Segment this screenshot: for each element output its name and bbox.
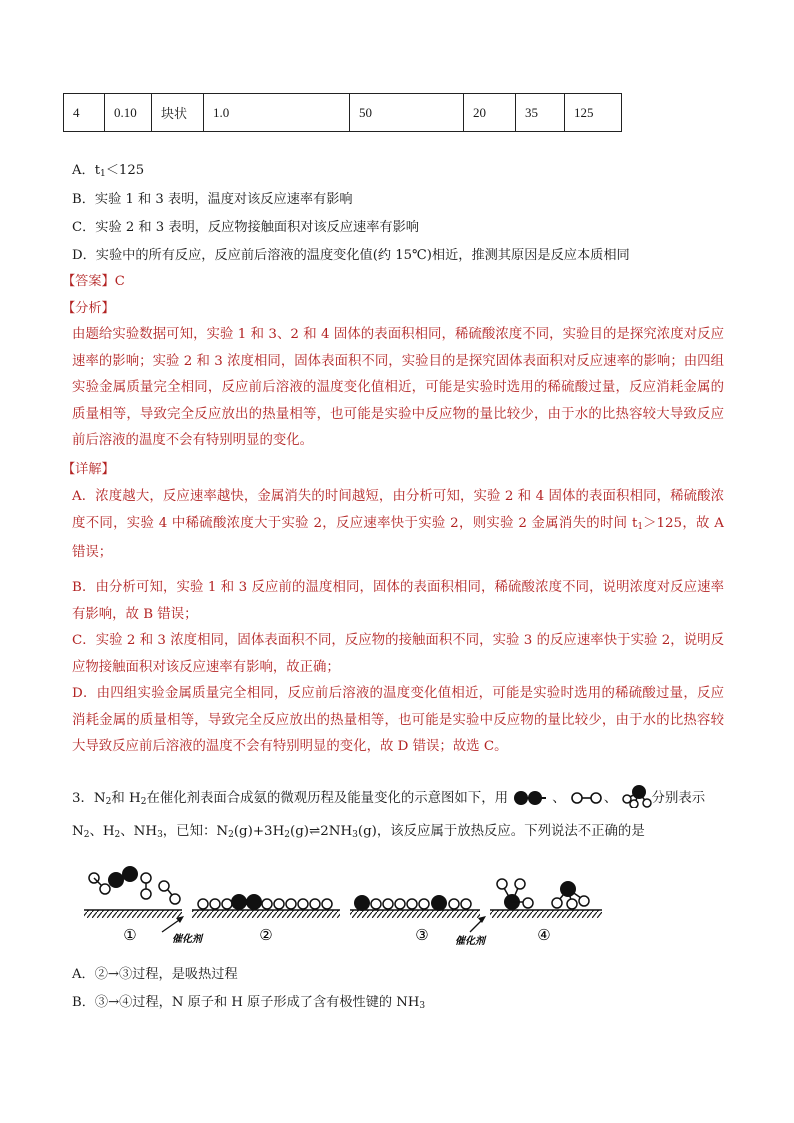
table-cell: 50: [350, 94, 464, 132]
table-cell: 4: [64, 94, 105, 132]
analysis-label: 【分析】: [62, 301, 115, 316]
option-b: B．实验 1 和 3 表明，温度对该反应速率有影响: [72, 192, 353, 207]
catalyst-arrow-2: [455, 916, 487, 947]
stage-4-panel: [490, 879, 602, 944]
table-cell: 0.10: [105, 94, 152, 132]
detail-c: C．实验 2 和 3 浓度相同，固体表面积不同，反应物的接触面积不同，实验 3 的反应速率快于实验 2，说明反应物接触面积对该反应速率有影响，故正确；: [72, 633, 724, 675]
stage-2-panel: [192, 894, 340, 944]
analysis-text: 由题给实验数据可知，实验 1 和 3、2 和 4 固体的表面积相同，稀硫酸浓度不同，实验目的是探究浓度对反应速率的影响；实验 2 和 3 浓度相同，固体表面积不同，实验目的是探究固体表面积对反应速率的影响；由四组实验金属质量完全相同，反应前后溶液的温度变化值相近，可能是实验时选用的稀硫酸过量，反应消耗金属的质量相等，导致完全反应放出的热量相等，也可能是实验中反应物的量比较少，由于水的比热容较大导致反应前后溶液的温度不会有特别明显的变化。: [72, 327, 724, 448]
catalyst-label: 催化剂: [455, 936, 485, 947]
answer-line: 【答案】C: [62, 274, 125, 289]
stage-label: ②: [259, 926, 273, 944]
option-a: A．$t_1<125$: [72, 163, 145, 179]
detail-label: 【详解】: [62, 462, 115, 477]
table-cell: 35: [516, 94, 565, 132]
table-cell: 1.0: [204, 94, 350, 132]
h2-molecule-icon: [570, 789, 604, 805]
catalyst-arrow-1: [162, 916, 204, 945]
q3-line-1: 3．$N_2$和 $H_2$在催化剂表面合成氨的微观历程及能量变化的示意图如下，用 、 、 分别表示: [72, 784, 705, 811]
stage-1-panel: [84, 866, 182, 944]
stage-label: ④: [537, 926, 551, 944]
ammonia-synthesis-diagram: [72, 852, 612, 952]
detail-d: D．由四组实验金属质量完全相同，反应前后溶液的温度变化值相近，可能是实验时选用的稀硫酸过量，反应消耗金属的质量相等，导致完全反应放出的热量相等，也可能是实验中反应物的量比较少，由于水的比热容较大导致反应前后溶液的温度不会有特别明显的变化，故 D 错误；故选 C。: [72, 686, 724, 754]
option-c: C．实验 2 和 3 表明，反应物接触面积对该反应速率有影响: [72, 220, 419, 235]
detail-b: B．由分析可知，实验 1 和 3 反应前的温度相同，固体的表面积相同，稀硫酸浓度不同，说明浓度对反应速率有影响，故 B 错误；: [72, 580, 724, 622]
nh3-molecule-icon: [622, 784, 652, 808]
stage-label: ③: [415, 926, 429, 944]
table-cell: 125: [565, 94, 622, 132]
n2-molecule-icon: [512, 789, 552, 805]
q3-line-2: $N_2$、$H_2$、$NH_3$，已知：$N_2(g)+3H_2(g)\rightleftharpoons 2NH_3(g)$，该反应属于放热反应。下列说法不正确的是: [72, 824, 645, 840]
option-d: D．实验中的所有反应，反应前后溶液的温度变化值(约 15℃)相近，推测其原因是反应本质相同: [72, 248, 630, 263]
table-cell: 块状: [152, 94, 204, 132]
experiment-table: [63, 93, 622, 132]
table-row: [64, 94, 622, 132]
stage-label: ①: [123, 926, 137, 944]
q3-option-b: B．③→④过程，N 原子和 H 原子形成了含有极性键的 $NH_3$: [72, 995, 426, 1011]
table-cell: 20: [464, 94, 516, 132]
detail-a: A．浓度越大，反应速率越快，金属消失的时间越短，由分析可知，实验 2 和 4 固体的表面积相同，稀硫酸浓度不同，实验 4 中稀硫酸浓度大于实验 2，反应速率快于实验 2，则实验 2 金属消失的时间 $t_1>125$，故 A 错误；: [72, 489, 724, 560]
q3-option-a: A．②→③过程，是吸热过程: [72, 967, 238, 982]
catalyst-label: 催化剂: [172, 934, 202, 945]
